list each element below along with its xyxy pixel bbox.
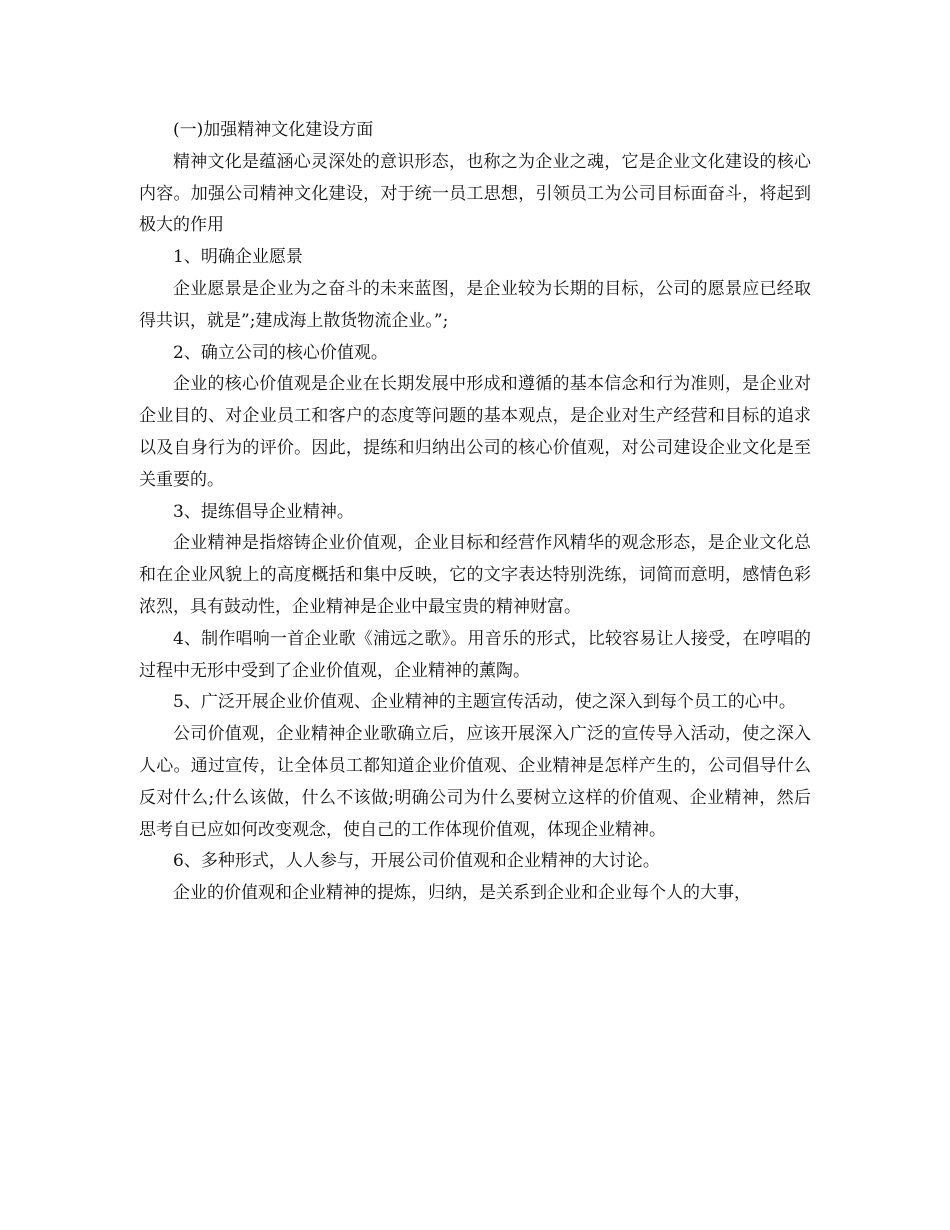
item-heading-4: 4、制作唱响一首企业歌《浦远之歌》。用音乐的形式，比较容易让人接受，在哼唱的过程中无形中受到了企业价值观，企业精神的薰陶。 — [139, 628, 811, 681]
paragraph-enterprise-spirit: 企业精神是指熔铸企业价值观，企业目标和经营作风精华的观念形态，是企业文化总和在企业风貌上的高度概括和集中反映，它的文字表达特别洗练，词简而意明，感情色彩浓烈，具有鼓动性，企业精神是企业中最宝贵的精神财富。 — [139, 533, 811, 617]
paragraph-vision: 企业愿景是企业为之奋斗的未来蓝图，是企业较为长期的目标，公司的愿景应已经取得共识，就是”;建成海上散货物流企业。”; — [139, 278, 811, 331]
paragraph-core-values: 企业的核心价值观是企业在长期发展中形成和遵循的基本信念和行为准则，是企业对企业目的、对企业员工和客户的态度等问题的基本观点，是企业对生产经营和目标的追求以及自身行为的评价。因此，提练和归纳出公司的核心价值观，对公司建设企业文化是至关重要的。 — [139, 374, 811, 490]
paragraph-publicity: 公司价值观，企业精神企业歌确立后，应该开展深入广泛的宣传导入活动，使之深入人心。通过宣传，让全体员工都知道企业价值观、企业精神是怎样产生的，公司倡导什么反对什么;什么该做，什么不该做;明确公司为什么要树立这样的价值观、企业精神，然后思考自已应如何改变观念，使自己的工作体现价值观，体现企业精神。 — [139, 724, 811, 840]
item-heading-5: 5、广泛开展企业价值观、企业精神的主题宣传活动，使之深入到每个员工的心中。 — [173, 692, 796, 713]
item-heading-6: 6、多种形式，人人参与，开展公司价值观和企业精神的大讨论。 — [173, 851, 660, 872]
section-heading: (一)加强精神文化建设方面 — [173, 120, 374, 140]
document-body — [139, 115, 811, 910]
item-heading-1: 1、明确企业愿景 — [173, 247, 303, 268]
paragraph-intro: 精神文化是蕴涵心灵深处的意识形态，也称之为企业之魂，它是企业文化建设的核心内容。加强公司精神文化建设，对于统一员工思想，引领员工为公司目标面奋斗，将起到极大的作用 — [139, 151, 811, 236]
item-heading-3: 3、提练倡导企业精神。 — [173, 501, 354, 522]
item-heading-2: 2、确立公司的核心价值观。 — [173, 342, 388, 363]
paragraph-discussion: 企业的价值观和企业精神的提炼，归纳，是关系到企业和企业每个人的大事， — [173, 883, 751, 904]
